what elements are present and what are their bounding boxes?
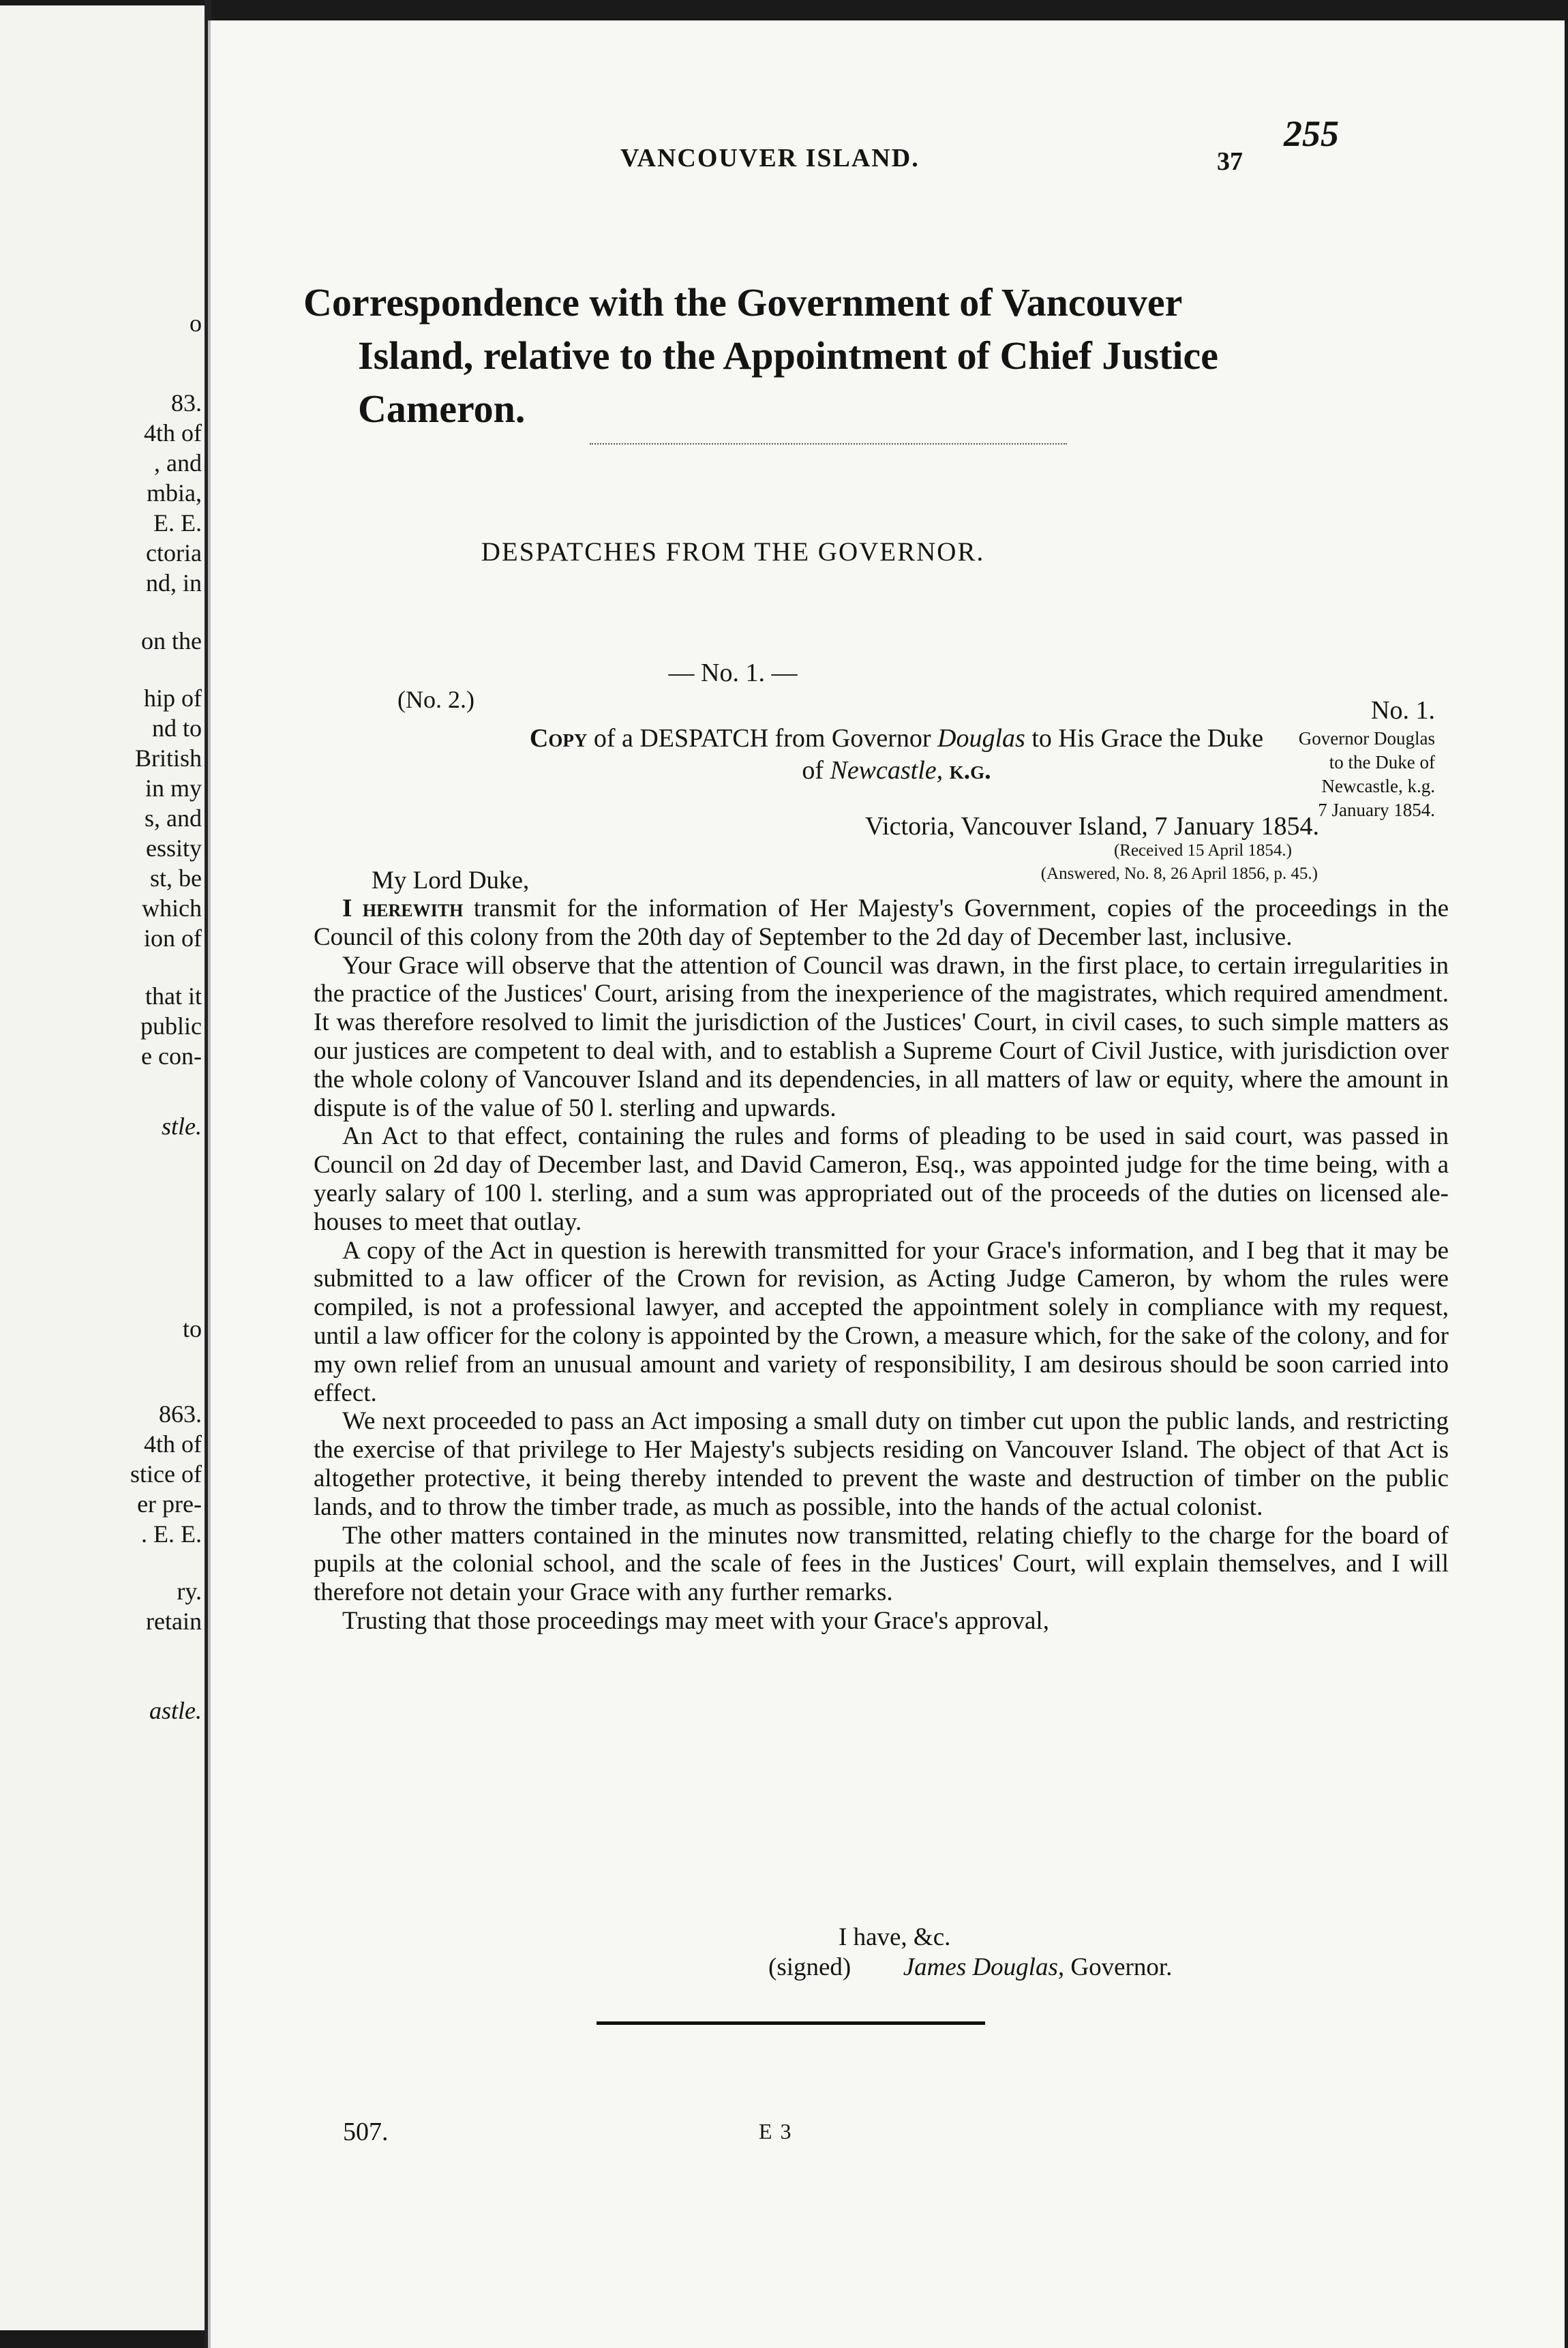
left-page-text-fragment: 4th of bbox=[144, 1430, 202, 1458]
page-number: 37 bbox=[1217, 147, 1243, 176]
left-page-text-fragment: stle. bbox=[162, 1113, 202, 1140]
left-page-text-fragment: er pre- bbox=[137, 1490, 202, 1518]
paragraph: Your Grace will observe that the attention of Council was drawn, in the first place, to certain irregularities in the practice of the Justices' Court, arising from the inexperience of the magistrates, which required amendment. It was therefore resolved to limit the jurisdiction of the Justices' Court, in civil cases, to such simple matters as our justices are competent to deal with, and to establish a Supreme Court of Civil Justice, with jurisdiction over the whole colony of Vancouver Island and its dependencies, in all matters of law or equity, where the amount in dispute is of the value of 50 l. sterling and upwards. bbox=[314, 951, 1449, 1122]
margin-note-line: Newcastle, k.g. bbox=[1321, 776, 1435, 796]
received-note: (Received 15 April 1854.) bbox=[1113, 841, 1292, 860]
margin-note-number: No. 1. bbox=[1371, 696, 1435, 725]
margin-note bbox=[1258, 696, 1435, 822]
left-page-text-fragment: 4th of bbox=[144, 419, 202, 447]
printer-signature: E 3 bbox=[759, 2119, 793, 2143]
despatch-title-part-c: of bbox=[802, 756, 824, 785]
signed-label: (signed) bbox=[768, 1953, 851, 1981]
left-page-text-fragment: retain bbox=[146, 1608, 202, 1635]
left-page-text-fragment: s, and bbox=[145, 804, 202, 832]
running-head: VANCOUVER ISLAND. bbox=[620, 144, 920, 172]
left-page-text-fragment: ctoria bbox=[146, 539, 202, 567]
paragraph: The other matters contained in the minutes now transmitted, relating chiefly to the charge for the board of pupils at the colonial school, and the scale of fees in the Justices' Court, will explain themselves, and I will therefore not detain your Grace with any further remarks. bbox=[314, 1521, 1449, 1607]
despatch-title-part-b: to His Grace the Duke bbox=[1031, 724, 1264, 753]
left-page-text-fragment: ry. bbox=[177, 1578, 202, 1605]
letter-body bbox=[314, 894, 1449, 1636]
left-page-text-fragment: mbia, bbox=[147, 479, 202, 507]
page-edge bbox=[208, 20, 211, 2348]
closing-formula: I have, &c. bbox=[839, 1923, 951, 1951]
left-page-text-fragment: public bbox=[140, 1012, 202, 1040]
document-page bbox=[208, 20, 1565, 2348]
signatory-role: Governor. bbox=[1070, 1953, 1173, 1981]
left-page-text-fragment: that it bbox=[145, 982, 202, 1010]
margin-note-line: to the Duke of bbox=[1329, 752, 1435, 772]
section-heading: DESPATCHES FROM THE GOVERNOR. bbox=[481, 537, 985, 567]
paragraph-text: transmit for the information of Her Majesty's Government, copies of the proceedings in the Council of this colony from the 20th day of September to the 2d day of December last, inclusive. bbox=[314, 894, 1449, 951]
copy-label: Copy bbox=[529, 724, 588, 753]
margin-note-line: 7 January 1854. bbox=[1318, 800, 1435, 820]
left-page-text-fragment: British bbox=[134, 744, 202, 772]
left-page-text-fragment: which bbox=[142, 894, 202, 922]
left-page-fragment bbox=[0, 5, 205, 2330]
paragraph: We next proceeded to pass an Act imposing a small duty on timber cut upon the public lands, and restricting the exercise of that privilege to Her Majesty's subjects residing on Vancouver Island. The object of that Act is altogether protective, it being thereby intended to prevent the waste and destruction of timber on the public lands, and to throw the timber trade, as much as possible, into the hands of the actual colonist. bbox=[314, 1407, 1449, 1521]
despatch-number: — No. 1. — bbox=[668, 659, 798, 687]
left-page-text-fragment: on the bbox=[141, 627, 202, 654]
left-page-text-fragment: nd to bbox=[151, 714, 202, 742]
signature-line bbox=[768, 1953, 1172, 1982]
closing-rule bbox=[597, 2021, 985, 2025]
left-page-text-fragment: E. E. bbox=[153, 509, 202, 537]
left-page-text-fragment: in my bbox=[145, 774, 202, 802]
left-page-text-fragment: ion of bbox=[144, 924, 202, 952]
left-page-text-fragment: nd, in bbox=[145, 569, 202, 597]
dotted-divider bbox=[590, 443, 1067, 445]
left-page-text-fragment: stice of bbox=[130, 1460, 202, 1488]
left-page-text-fragment: e con- bbox=[141, 1042, 202, 1070]
despatch-title-part-a: of a DESPATCH from Governor bbox=[593, 724, 931, 753]
paragraph: A copy of the Act in question is herewith transmitted for your Grace's information, and I beg that it may be submitted to a law officer of the Crown for revision, as Acting Judge Cameron, by whom the rules were compiled, is not a professional lawyer, and accepted the appointment solely in compliance with my request, until a law officer for the colony is appointed by the Crown, a measure which, for the sake of the colony, and for my own relief from an unusual amount and variety of responsibility, I am desirous should be soon carried into effect. bbox=[314, 1236, 1449, 1407]
salutation: My Lord Duke, bbox=[372, 867, 530, 894]
archive-stamp-number: 255 bbox=[1284, 113, 1339, 154]
left-page-text-fragment: , and bbox=[154, 449, 202, 477]
footer-number: 507. bbox=[343, 2118, 389, 2146]
left-page-text-fragment: o bbox=[190, 310, 202, 337]
paragraph: Trusting that those proceedings may meet with your Grace's approval, bbox=[342, 1606, 1049, 1635]
left-page-text-fragment: astle. bbox=[149, 1697, 202, 1724]
title-line-3: Cameron. bbox=[358, 387, 526, 431]
left-page-text-fragment: . E. E. bbox=[141, 1520, 202, 1548]
despatch-title-douglas: Douglas bbox=[937, 724, 1025, 753]
left-page-text-fragment: st, be bbox=[150, 864, 202, 892]
despatch-title-kg: k.g. bbox=[949, 756, 991, 785]
document-title bbox=[303, 276, 1469, 436]
paragraph: An Act to that effect, containing the rules and forms of pleading to be used in said court, was passed in Council on 2d day of December last, and David Cameron, Esq., was appointed judge for the time being, with a yearly salary of 100 l. sterling, and a sum was appropriated out of the proceeds of the duties on licensed ale-houses to meet that outlay. bbox=[314, 1122, 1449, 1236]
title-line-1: Correspondence with the Government of Vancouver bbox=[303, 280, 1183, 325]
left-page-text-fragment: 863. bbox=[159, 1400, 202, 1428]
answered-note: (Answered, No. 8, 26 April 1856, p. 45.) bbox=[1040, 864, 1318, 883]
paragraph bbox=[314, 894, 1449, 952]
despatch-no: (No. 2.) bbox=[397, 686, 474, 713]
left-page-text-fragment: essity bbox=[145, 834, 202, 862]
left-page-text-fragment: to bbox=[182, 1315, 202, 1342]
left-page-text-fragment: hip of bbox=[144, 684, 202, 712]
title-line-2: Island, relative to the Appointment of Chief Justice bbox=[358, 333, 1219, 378]
despatch-title-newcastle: Newcastle, bbox=[830, 756, 944, 785]
paragraph-lead: I herewith bbox=[342, 894, 464, 922]
left-page-text-fragment: 83. bbox=[171, 389, 202, 417]
signatory-name: James Douglas, bbox=[903, 1953, 1065, 1981]
margin-note-line: Governor Douglas bbox=[1298, 728, 1435, 749]
dateline: Victoria, Vancouver Island, 7 January 1854. bbox=[864, 812, 1319, 841]
